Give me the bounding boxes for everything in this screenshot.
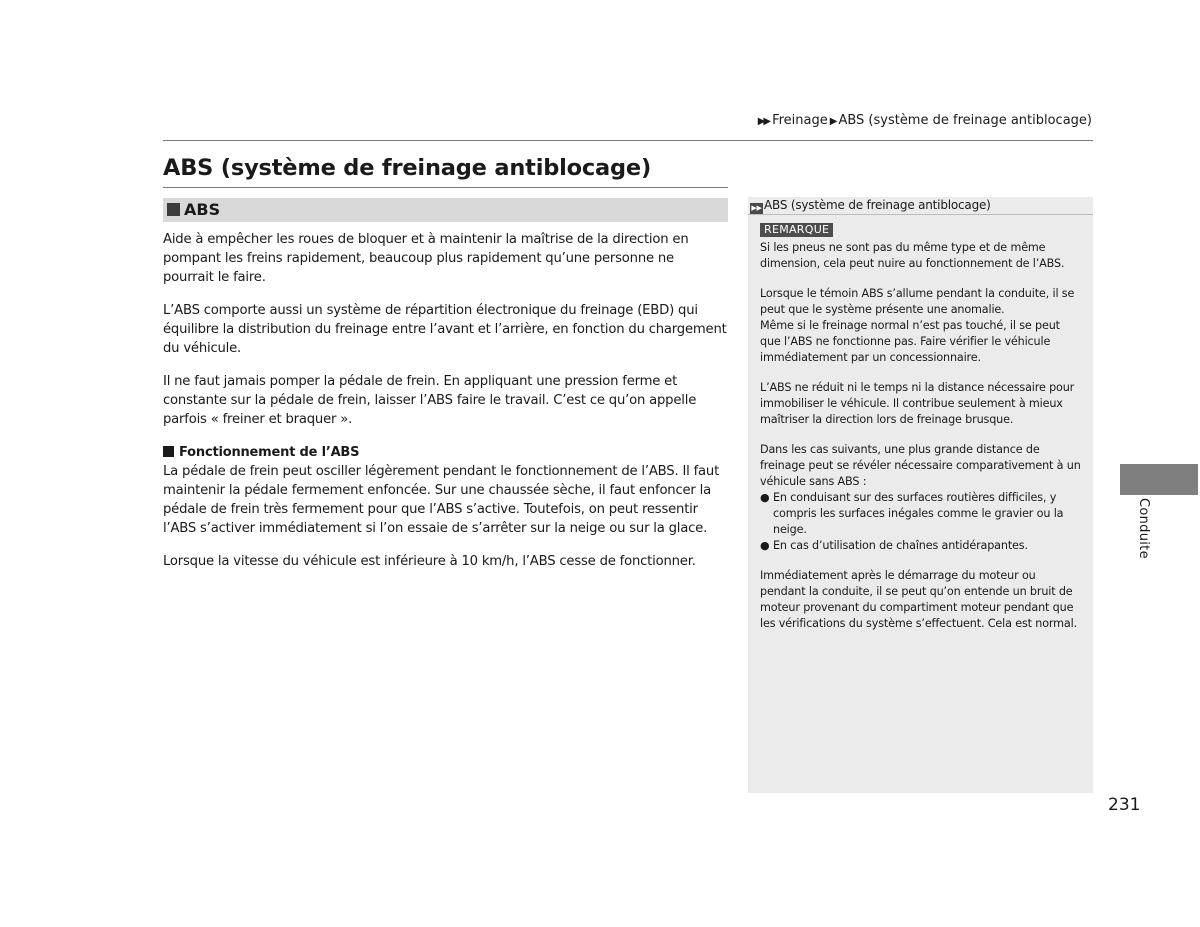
section-header bbox=[163, 198, 728, 222]
paragraph: Lorsque la vitesse du véhicule est inférieure à 10 km/h, l’ABS cesse de fonctionner. bbox=[163, 554, 696, 569]
list-item bbox=[760, 538, 1083, 554]
section-square-icon bbox=[167, 203, 180, 216]
paragraph: La pédale de frein peut osciller légèrement pendant le fonctionnement de l’ABS. Il faut maintenir la pédale fermement enfoncée. Sur une chaussée sèche, il faut enfoncer la pédale de frein très fermement pour que l’ABS s’active. Toutefois, on peut ressentir l’ABS s’activer immédiatement si l’on essaie de s’arrêter sur la neige ou sur la glace. bbox=[163, 464, 720, 536]
reference-icon: ▶▶ bbox=[751, 204, 762, 212]
breadcrumb-item[interactable]: Freinage bbox=[772, 113, 828, 128]
top-divider bbox=[163, 140, 1093, 141]
list-item-text: En conduisant sur des surfaces routières difficiles, y compris les surfaces inégales comme le gravier ou la neige. bbox=[773, 491, 1064, 536]
main-content bbox=[163, 230, 728, 585]
bullet-list bbox=[760, 490, 1083, 554]
double-arrow-icon: ▶▶ bbox=[757, 116, 770, 127]
square-bullet-icon bbox=[163, 446, 174, 457]
paragraph: Il ne faut jamais pomper la pédale de frein. En appliquant une pression ferme et constante sur la pédale de frein, laisser l’ABS faire le travail. C’est ce qu’on appelle parfois « freiner et braquer ». bbox=[163, 374, 697, 427]
chapter-tab[interactable] bbox=[1120, 464, 1198, 495]
subsection-title: Fonctionnement de l’ABS bbox=[179, 445, 360, 460]
list-item bbox=[760, 490, 1083, 538]
note-paragraph: Dans les cas suivants, une plus grande distance de freinage peut se révéler nécessaire comparativement à un véhicule sans ABS : bbox=[760, 443, 1081, 488]
section-title: ABS bbox=[184, 200, 221, 219]
paragraph: Aide à empêcher les roues de bloquer et à maintenir la maîtrise de la direction en pompant les freins rapidement, beaucoup plus rapidement qu’une personne ne pourrait le faire. bbox=[163, 232, 689, 285]
bullet-icon: ● bbox=[760, 491, 770, 504]
sidebar-notes bbox=[748, 197, 1093, 793]
title-divider bbox=[163, 187, 728, 188]
arrow-icon: ▶ bbox=[829, 116, 836, 127]
sidebar-body bbox=[748, 215, 1093, 632]
breadcrumb bbox=[758, 113, 1092, 128]
sidebar-title[interactable]: ABS (système de freinage antiblocage) bbox=[764, 198, 991, 212]
note-badge: REMARQUE bbox=[760, 223, 833, 237]
paragraph: L’ABS comporte aussi un système de répartition électronique du freinage (EBD) qui équilibre la distribution du freinage entre l’avant et l’arrière, en fonction du chargement du véhicule. bbox=[163, 303, 727, 356]
note-paragraph: Même si le freinage normal n’est pas touché, il se peut que l’ABS ne fonctionne pas. Faire vérifier le véhicule immédiatement par un concessionnaire. bbox=[760, 319, 1060, 364]
sidebar-header bbox=[748, 197, 1093, 215]
breadcrumb-item[interactable]: ABS (système de freinage antiblocage) bbox=[838, 113, 1092, 128]
page-title: ABS (système de freinage antiblocage) bbox=[163, 155, 652, 181]
subsection-heading bbox=[163, 443, 728, 462]
list-item-text: En cas d’utilisation de chaînes antidérapantes. bbox=[773, 539, 1028, 552]
note-paragraph: Lorsque le témoin ABS s’allume pendant la conduite, il se peut que le système présente une anomalie. bbox=[760, 287, 1075, 316]
chapter-tab-label[interactable]: Conduite bbox=[1136, 498, 1151, 559]
note-paragraph: Si les pneus ne sont pas du même type et de même dimension, cela peut nuire au fonctionnement de l’ABS. bbox=[760, 241, 1065, 270]
note-paragraph: L’ABS ne réduit ni le temps ni la distance nécessaire pour immobiliser le véhicule. Il contribue seulement à mieux maîtriser la direction lors de freinage brusque. bbox=[760, 381, 1075, 426]
page-number: 231 bbox=[1108, 795, 1141, 815]
bullet-icon: ● bbox=[760, 539, 770, 552]
note-paragraph: Immédiatement après le démarrage du moteur ou pendant la conduite, il se peut qu’on entende un bruit de moteur provenant du compartiment moteur pendant que les vérifications du système s’effectuent. Cela est normal. bbox=[760, 569, 1077, 630]
